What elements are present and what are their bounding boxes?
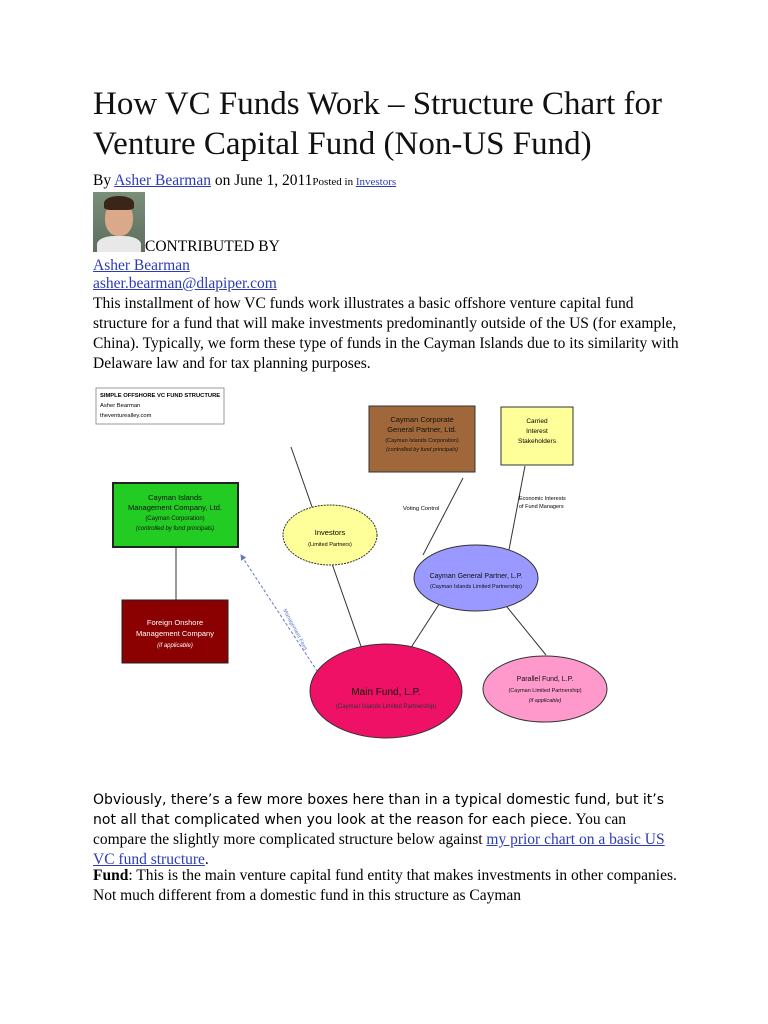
mgmt-co-line3: (Cayman Corporation)	[145, 516, 205, 522]
explanation-text: Obviously, there’s a few more boxes here than in a typical domestic fund, but it’s not all that complicated when you look at the reason for each piece.	[93, 792, 665, 828]
contributed-by-label: CONTRIBUTED BY	[145, 238, 280, 255]
category-link[interactable]: Investors	[355, 176, 397, 188]
gp-ltd-line4: (controlled by fund principals)	[386, 447, 458, 453]
gp-lp-ellipse	[414, 545, 538, 611]
prior-chart-link[interactable]: my prior chart on a basic US VC fund structure	[93, 831, 665, 868]
fund-structure-diagram	[93, 380, 633, 760]
onshore-line3: (if applicable)	[157, 643, 193, 649]
by-prefix: By	[93, 172, 115, 189]
post-date: on June 1, 2011	[210, 172, 313, 189]
main-fund-line2: (Cayman Islands Limited Partnership)	[335, 704, 437, 710]
main-fund-line1: Main Fund, L.P.	[351, 687, 421, 698]
byline	[93, 172, 396, 190]
econ-interest-line1: Economic Interests	[519, 496, 566, 502]
parallel-line3: (if applicable)	[528, 698, 562, 704]
carried-line2: Interest	[526, 428, 548, 435]
parallel-line1: Parallel Fund, L.P.	[516, 676, 574, 683]
mgmt-co-line4: (controlled by fund principals)	[135, 526, 215, 532]
diagram-header-author: Asher Bearman	[100, 403, 141, 409]
carried-line3: Stakeholders	[518, 438, 556, 445]
mgmt-co-line2: Management Company, Ltd.	[127, 503, 223, 512]
investors-ellipse	[283, 505, 377, 565]
contributor-name-link[interactable]: Asher Bearman	[93, 257, 190, 274]
onshore-mgmt-box	[122, 600, 228, 663]
gp-ltd-line3: (Cayman Islands Corporation)	[385, 438, 459, 444]
onshore-line2: Management Company	[136, 629, 214, 638]
intro-paragraph: This installment of how VC funds work illustrates a basic offshore venture capital fund structure for a fund that will make investments predominantly outside of the US (for example, China). Typically, we form these type of funds in the Cayman Islands due to its similarity with Delaware law and for tax planning purposes.	[93, 295, 679, 372]
gp-lp-line1: Cayman General Partner, L.P.	[429, 573, 523, 580]
diagram-header-title: SIMPLE OFFSHORE VC FUND STRUCTURE	[100, 393, 221, 399]
gp-lp-line2: (Cayman Islands Limited Partnership)	[429, 584, 523, 590]
carried-line1: Carried	[526, 418, 548, 425]
explanation-period: .	[204, 851, 209, 868]
mgmt-co-line1: Cayman Islands	[148, 493, 202, 502]
diagram-header-site: theventurealley.com	[100, 413, 152, 419]
mgmt-fees-label: Management Fees	[281, 608, 309, 652]
explanation-text2: You can compare the slightly more complicated structure below against	[93, 811, 627, 848]
article-title: How VC Funds Work – Structure Chart for Venture Capital Fund (Non-US Fund)	[93, 86, 663, 162]
voting-control-label: Voting Control	[403, 506, 440, 512]
fund-term-label: Fund	[93, 867, 129, 884]
onshore-line1: Foreign Onshore	[146, 618, 204, 627]
gp-ltd-line2: General Partner, Ltd.	[387, 425, 457, 434]
parallel-line2: (Cayman Limited Partnership)	[508, 688, 582, 694]
diagram-header-box	[96, 388, 224, 424]
investors-line1: Investors	[314, 528, 346, 537]
fund-description: : This is the main venture capital fund entity that makes investments in other companies. Not much different from a domestic fund in this structure as Cayman	[93, 867, 677, 904]
main-fund-ellipse	[310, 644, 462, 738]
posted-in-label: Posted in	[312, 176, 356, 188]
carried-interest-box	[501, 407, 573, 465]
investors-line2: (Limited Partners)	[308, 542, 352, 548]
parallel-fund-ellipse	[483, 656, 607, 722]
explanation-paragraph	[93, 790, 683, 870]
author-avatar	[93, 192, 145, 252]
author-link[interactable]: Asher Bearman	[114, 172, 211, 189]
contributor-email-link[interactable]: asher.bearman@dlapiper.com	[93, 275, 277, 292]
gp-ltd-box	[369, 406, 475, 472]
mgmt-company-box	[113, 483, 238, 547]
econ-interest-line2: of Fund Managers	[519, 504, 564, 510]
fund-paragraph	[93, 866, 683, 906]
gp-ltd-line1: Cayman Corporate	[390, 415, 454, 424]
